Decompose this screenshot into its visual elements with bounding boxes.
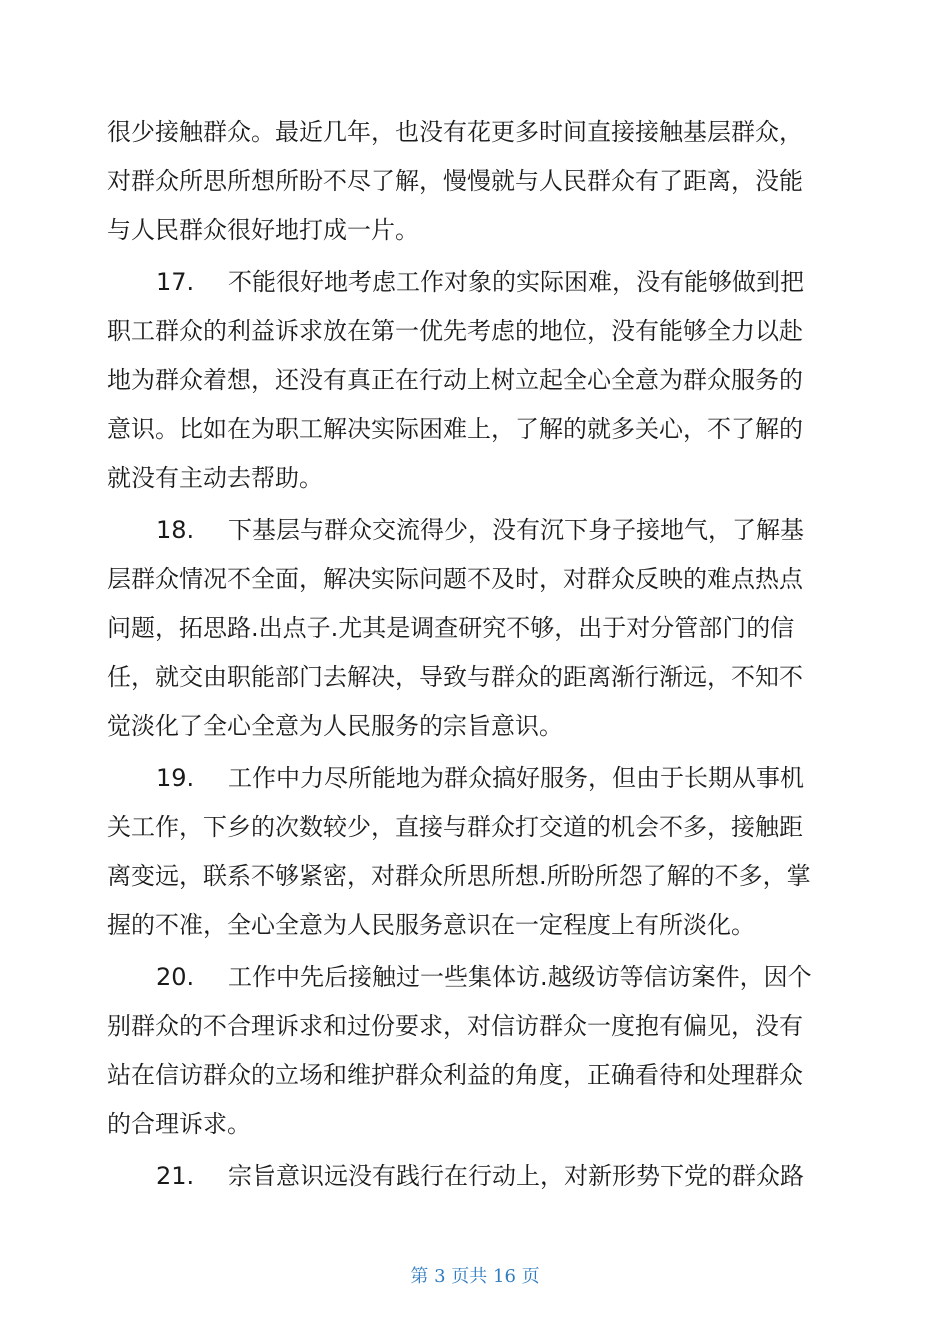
line-text: 工作中先后接触过一些集体访.越级访等信访案件，因个 xyxy=(228,963,812,991)
text-line xyxy=(107,659,847,695)
text-line xyxy=(107,212,847,248)
line-text: 工作中力尽所能地为群众搞好服务，但由于长期从事机 xyxy=(228,764,804,792)
text-line xyxy=(107,313,847,349)
item-number: 20. xyxy=(156,963,195,991)
line-text: 很少接触群众。最近几年，也没有花更多时间直接接触基层群众， xyxy=(107,118,803,146)
line-text: 就没有主动去帮助。 xyxy=(107,464,323,492)
text-line xyxy=(107,1106,847,1142)
text-line xyxy=(107,610,847,646)
line-text: 站在信访群众的立场和维护群众利益的角度，正确看待和处理群众 xyxy=(107,1061,803,1089)
text-line xyxy=(107,809,847,845)
text-line xyxy=(107,561,847,597)
text-line xyxy=(107,362,847,398)
numbered-item-line xyxy=(156,959,896,995)
line-text: 不能很好地考虑工作对象的实际困难，没有能够做到把 xyxy=(228,268,804,296)
text-line xyxy=(107,1057,847,1093)
line-text: 别群众的不合理诉求和过份要求，对信访群众一度抱有偏见，没有 xyxy=(107,1012,803,1040)
line-text: 与人民群众很好地打成一片。 xyxy=(107,216,419,244)
line-text: 下基层与群众交流得少，没有沉下身子接地气，了解基 xyxy=(228,516,804,544)
line-text: 关工作，下乡的次数较少，直接与群众打交道的机会不多，接触距 xyxy=(107,813,803,841)
line-text: 离变远，联系不够紧密，对群众所思所想.所盼所怨了解的不多，掌 xyxy=(107,862,811,890)
line-text: 层群众情况不全面，解决实际问题不及时，对群众反映的难点热点 xyxy=(107,565,803,593)
text-line xyxy=(107,460,847,496)
line-text: 握的不准，全心全意为人民服务意识在一定程度上有所淡化。 xyxy=(107,911,755,939)
line-text: 问题，拓思路.出点子.尤其是调查研究不够，出于对分管部门的信 xyxy=(107,614,795,642)
numbered-item-line xyxy=(156,512,896,548)
item-number: 18. xyxy=(156,516,195,544)
line-text: 对群众所思所想所盼不尽了解，慢慢就与人民群众有了距离，没能 xyxy=(107,167,803,195)
line-text: 的合理诉求。 xyxy=(107,1110,251,1138)
text-line xyxy=(107,907,847,943)
page-footer: 第 3 页共 16 页 xyxy=(410,1266,540,1287)
line-text: 意识。比如在为职工解决实际困难上，了解的就多关心，不了解的 xyxy=(107,415,803,443)
text-line xyxy=(107,411,847,447)
line-text: 宗旨意识远没有践行在行动上，对新形势下党的群众路 xyxy=(228,1162,804,1190)
line-text: 任，就交由职能部门去解决，导致与群众的距离渐行渐远，不知不 xyxy=(107,663,803,691)
text-line xyxy=(107,1008,847,1044)
numbered-item-line xyxy=(156,264,896,300)
text-line xyxy=(107,114,847,150)
item-number: 19. xyxy=(156,764,195,792)
numbered-item-line xyxy=(156,1158,896,1194)
line-text: 觉淡化了全心全意为人民服务的宗旨意识。 xyxy=(107,712,563,740)
line-text: 职工群众的利益诉求放在第一优先考虑的地位，没有能够全力以赴 xyxy=(107,317,803,345)
item-number: 17. xyxy=(156,268,195,296)
numbered-item-line xyxy=(156,760,896,796)
line-text: 地为群众着想，还没有真正在行动上树立起全心全意为群众服务的 xyxy=(107,366,803,394)
text-line xyxy=(107,163,847,199)
item-number: 21. xyxy=(156,1162,195,1190)
text-line xyxy=(107,708,847,744)
text-line xyxy=(107,858,847,894)
